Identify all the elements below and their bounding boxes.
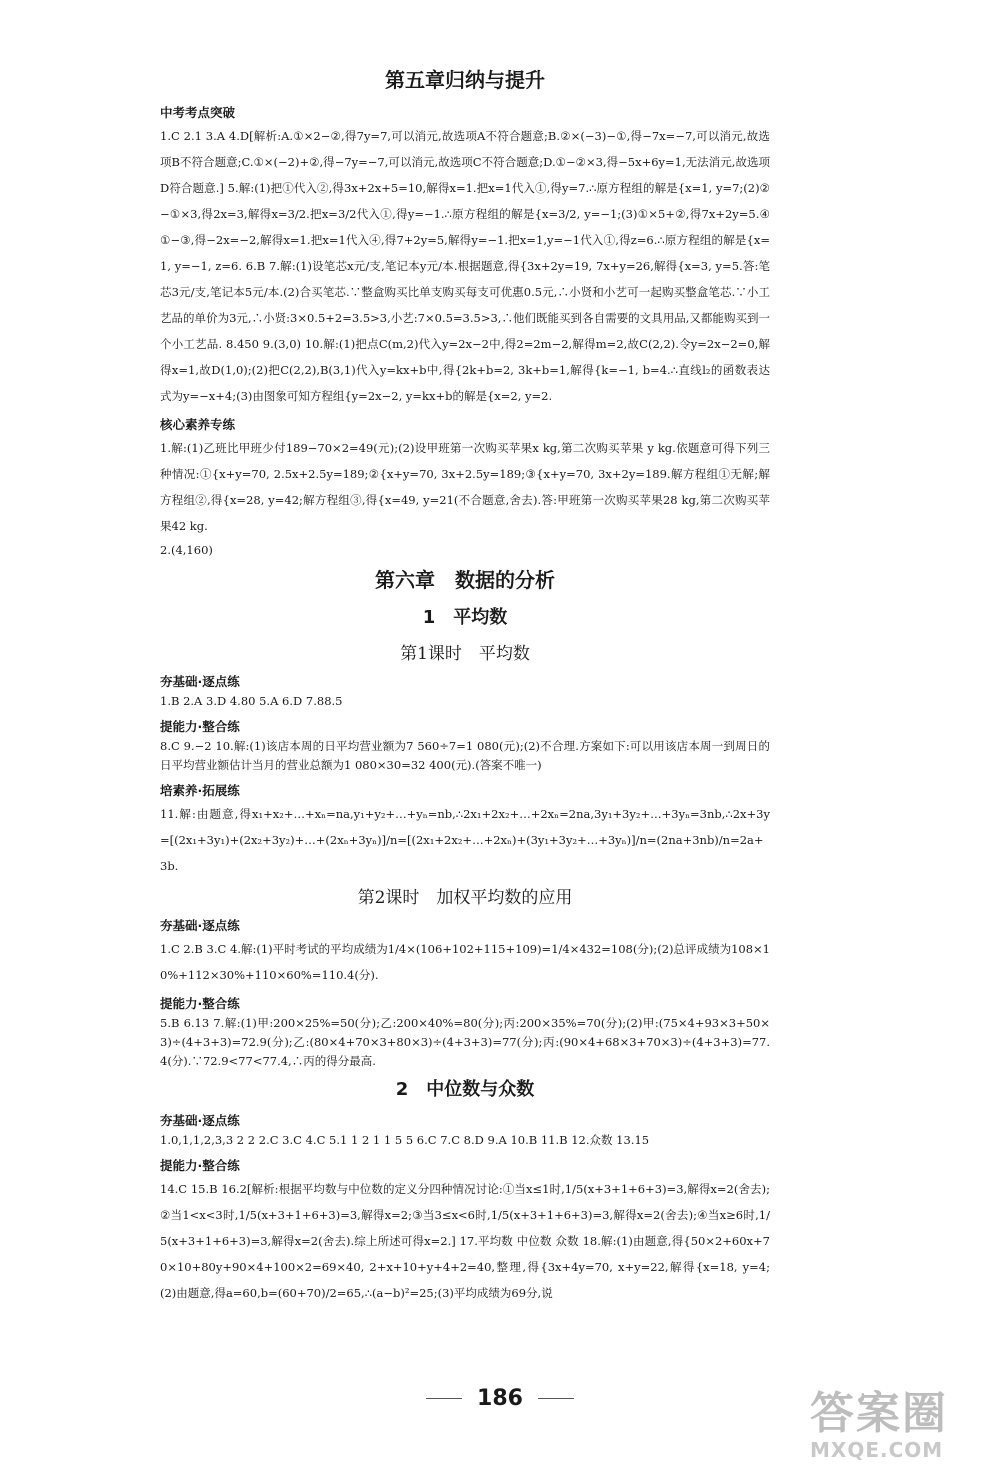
answer-paragraph: 14.C 15.B 16.2[解析:根据平均数与中位数的定义分四种情况讨论:①当x≤1时,1/5(x+3+1+6+3)=3,解得x=2(舍去);②当1<x<3时,1/5(x+3+1+6+3)=3,解得x=2;③当3≤x<6时,1/5(x+3+1+6+3)=3,解得x=2(舍去);④当x≥6时,1/5(x+3+1+6+3)=3,解得x=2(舍去).综上所述可得x=2.] 17.平均数 中位数 众数 18.解:(1)由题意,得{50×2+60x+70×10+80y+90×4+100×2=69×40, 2+x+10+y+4+2=40,整理,得{3x+4y=70, x+y=22,解得{x=18, y=4;(2)由题意,得a=60,b=(60+70)/2=65,∴(a−b)²=25;(3)平均成绩为69分,说 [160, 1182, 770, 1300]
watermark-logo [810, 1390, 990, 1470]
answer-paragraph: 1.0,1,1,2,3,3 2 2 2.C 3.C 4.C 5.1 1 2 1 1 5 5 6.C 7.C 8.D 9.A 10.B 11.B 12.众数 13.15 [160, 1133, 650, 1147]
section-heading: 培素养·拓展练 [160, 783, 240, 798]
answer-paragraph: 1.C 2.B 3.C 4.解:(1)平时考试的平均成绩为1/4×(106+102+115+109)=1/4×432=108(分);(2)总评成绩为108×10%+112×30%+110×60%=110.4(分). [160, 942, 770, 982]
watermark-text: 答案圈 [810, 1388, 948, 1439]
section-heading: 提能力·整合练 [160, 719, 240, 734]
lesson1-section [160, 672, 770, 879]
answer-paragraph: 1.C 2.1 3.A 4.D[解析:A.①×2−②,得7y=7,可以消元,故选项A不符合题意;B.②×(−3)−①,得−7x=−7,可以消元,故选项B不符合题意;C.①×(−2)+②,得−7y=−7,可以消元,故选项C不符合题意;D.①−②×3,得−5x+6y=1,无法消元,故选项D符合题意.] 5.解:(1)把①代入②,得3x+2x+5=10,解得x=1.把x=1代入①,得y=7.∴原方程组的解是{x=1, y=7;(2)②−①×3,得2x=3,解得x=3/2.把x=3/2代入①,得y=−1.∴原方程组的解是{x=3/2, y=−1;(3)①×5+②,得7x+2y=5.④ ①−③,得−2x=−2,解得x=1.把x=1代入④,得7+2y=5,解得y=−1.把x=1,y=−1代入①,得z=6.∴原方程组的解是{x=1, y=−1, z=6. 6.B 7.解:(1)设笔芯x元/支,笔记本y元/本.根据题意,得{3x+2y=19, 7x+y=26,解得{x=3, y=5.答:笔芯3元/支,笔记本5元/本.(2)合买笔芯.∵整盒购买比单支购买每支可优惠0.5元,∴小贤和小艺可一起购买整盒笔芯.∵小工艺品的单价为3元,∴小贤:3×0.5+2=3.5>3,小艺:7×0.5=3.5>3,∴他们既能买到各自需要的文具用品,又都能购买到一个小工艺品. 8.450 9.(3,0) 10.解:(1)把点C(m,2)代入y=2x−2中,得2=2m−2,解得m=2,故C(2,2).令y=2x−2=0,解得x=1,故D(1,0);(2)把C(2,2),B(3,1)代入y=kx+b中,得{2k+b=2, 3k+b=1,解得{k=−1, b=4.∴直线l₂的函数表达式为y=−x+4;(3)由图象可知方程组{y=2x−2, y=kx+b的解是{x=2, y=2. [160, 129, 770, 403]
section-heading: 提能力·整合练 [160, 996, 240, 1011]
section-heading: 夯基础·逐点练 [160, 918, 240, 933]
section-heading: 中考考点突破 [160, 105, 236, 120]
zhongkao-section [160, 103, 770, 409]
answer-paragraph: 11.解:由题意,得x₁+x₂+…+xₙ=na,y₁+y₂+…+yₙ=nb,∴2x₁+2x₂+…+2xₙ=2na,3y₁+3y₂+…+3yₙ=3nb,∴2x+3y=[(2x₁+3y₁)+(2x₂+3y₂)+…+(2xₙ+3yₙ)]/n=[(2x₁+2x₂+…+2xₙ)+(3y₁+3y₂+…+3yₙ)]/n=(2na+3nb)/n=2a+3b. [160, 807, 770, 873]
answer-paragraph: 1.解:(1)乙班比甲班少付189−70×2=49(元);(2)设甲班第一次购买苹果x kg,第二次购买苹果 y kg.依题意可得下列三种情况:①{x+y=70, 2.5x+2.5y=189;②{x+y=70, 3x+2.5y=189;③{x+y=70, 3x+2y=189.解方程组①无解;解方程组②,得{x=28, y=42;解方程组③,得{x=49, y=21(不合题意,舍去).答:甲班第一次购买苹果28 kg,第二次购买苹果42 kg. [160, 441, 770, 533]
hexin-section [160, 415, 770, 560]
answer-paragraph: 8.C 9.−2 10.解:(1)该店本周的日平均营业额为7 560÷7=1 080(元);(2)不合理.方案如下:可以用该店本周一到周日的日平均营业额估计当月的营业总额为1 080×30=32 400(元).(答案不唯一) [160, 739, 770, 772]
section2-content [160, 1111, 770, 1306]
section1-title: 1 平均数 [422, 607, 508, 628]
lesson2-title: 第2课时 加权平均数的应用 [357, 888, 573, 908]
section-heading: 核心素养专练 [160, 417, 236, 432]
section-heading: 夯基础·逐点练 [160, 1113, 240, 1128]
lesson2-section [160, 916, 770, 1071]
answer-paragraph: 2.(4,160) [160, 543, 213, 557]
footer-divider [538, 1398, 574, 1399]
chapter6-title: 第六章 数据的分析 [375, 568, 555, 592]
answer-paragraph: 5.B 6.13 7.解:(1)甲:200×25%=50(分);乙:200×40%=80(分);丙:200×35%=70(分);(2)甲:(75×4+93×3+50×3)÷(4+3+3)=72.9(分);乙:(80×4+70×3+80×3)÷(4+3+3)=77(分);丙:(90×4+68×3+70×3)÷(4+3+3)=77.4(分).∵72.9<77<77.4,∴丙的得分最高. [160, 1016, 770, 1068]
lesson1-title: 第1课时 平均数 [400, 644, 530, 664]
chapter5-summary-title: 第五章归纳与提升 [385, 68, 545, 92]
section-heading: 夯基础·逐点练 [160, 674, 240, 689]
answer-paragraph: 1.B 2.A 3.D 4.80 5.A 6.D 7.88.5 [160, 694, 343, 708]
watermark-url: MXQE.COM [810, 1438, 944, 1462]
section2-title: 2 中位数与众数 [395, 1079, 535, 1100]
section-heading: 提能力·整合练 [160, 1158, 240, 1173]
footer-divider [426, 1398, 462, 1399]
page-number: 186 [477, 1386, 523, 1411]
page-content [160, 60, 770, 1310]
